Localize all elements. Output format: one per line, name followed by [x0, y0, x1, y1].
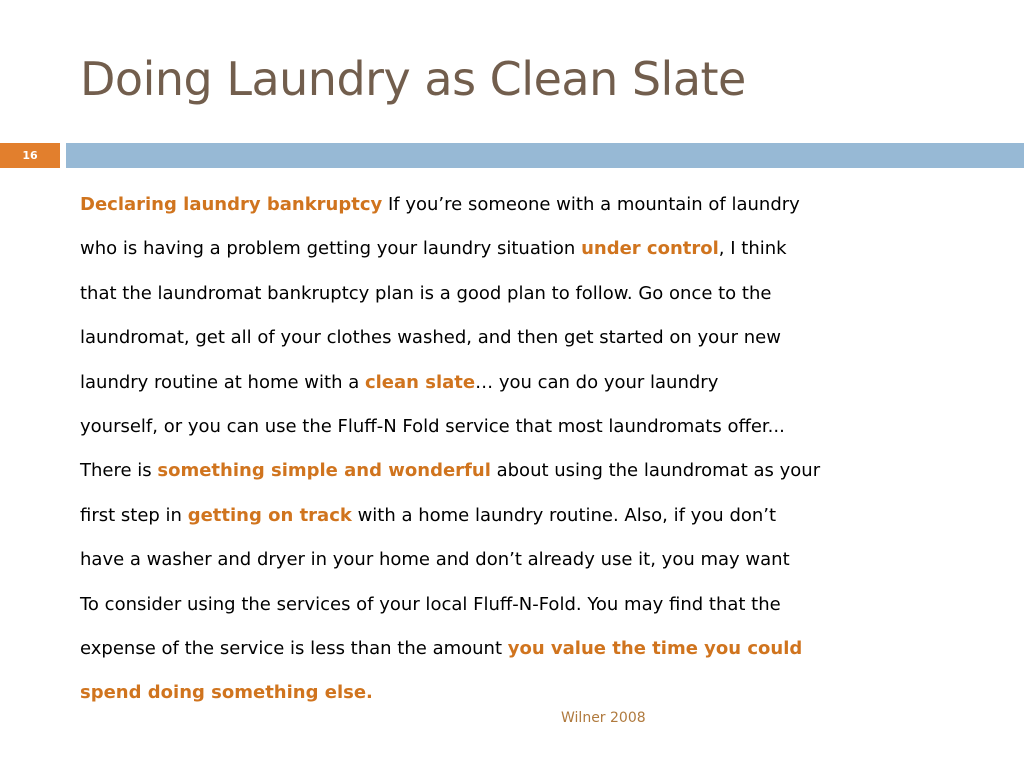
body-line-12	[80, 671, 980, 715]
body-text-segment: If you’re someone with a mountain of laundry	[382, 194, 800, 215]
highlight-spend-doing-something-else: spend doing something else.	[80, 682, 373, 704]
body-text-segment: who is having a problem getting your laundry situation	[80, 238, 582, 260]
body-line-4: laundromat, get all of your clothes washed, and then get started on your new	[80, 327, 781, 349]
highlight-you-value-the-time: you value the time you could	[507, 638, 803, 660]
slide-title: Doing Laundry as Clean Slate	[80, 52, 746, 106]
body-line-10: To consider using the services of your local Fluff-N-Fold. You may find that the	[80, 593, 781, 615]
body-text-segment: … you can do your laundry	[475, 371, 719, 393]
body-line-1	[80, 183, 980, 227]
body-text-segment: , I think	[718, 238, 787, 260]
highlight-under-control: under control	[581, 238, 719, 260]
slide-number-badge: 16	[0, 143, 60, 168]
body-text-segment: There is	[80, 460, 158, 482]
body-line-5	[80, 361, 980, 405]
body-line-7	[80, 449, 980, 493]
body-text-segment: about using the laundromat as your	[490, 460, 821, 482]
body-line-9: have a washer and dryer in your home and don’t already use it, you may want	[80, 549, 790, 571]
highlight-clean-slate: clean slate	[364, 371, 476, 393]
body-text-segment: expense of the service is less than the amount	[80, 638, 508, 660]
body-text-segment: with a home laundry routine. Also, if you don’t	[351, 504, 777, 526]
highlight-getting-on-track: getting on track	[187, 504, 352, 526]
body-text-segment: first step in	[80, 504, 188, 526]
body-text-segment: laundry routine at home with a	[80, 371, 365, 393]
title-divider-bar	[66, 143, 1024, 168]
body-line-11	[80, 627, 980, 671]
highlight-declaring-laundry-bankruptcy: Declaring laundry bankruptcy	[80, 194, 383, 215]
body-line-6: yourself, or you can use the Fluff-N Fold service that most laundromats offer...	[80, 416, 785, 438]
highlight-something-simple-and-wonderful: something simple and wonderful	[157, 460, 491, 482]
body-line-3: that the laundromat bankruptcy plan is a good plan to follow. Go once to the	[80, 282, 772, 304]
body-line-8	[80, 494, 980, 538]
body-line-2	[80, 227, 980, 271]
citation: Wilner 2008	[561, 710, 646, 726]
slide-body	[80, 183, 980, 716]
